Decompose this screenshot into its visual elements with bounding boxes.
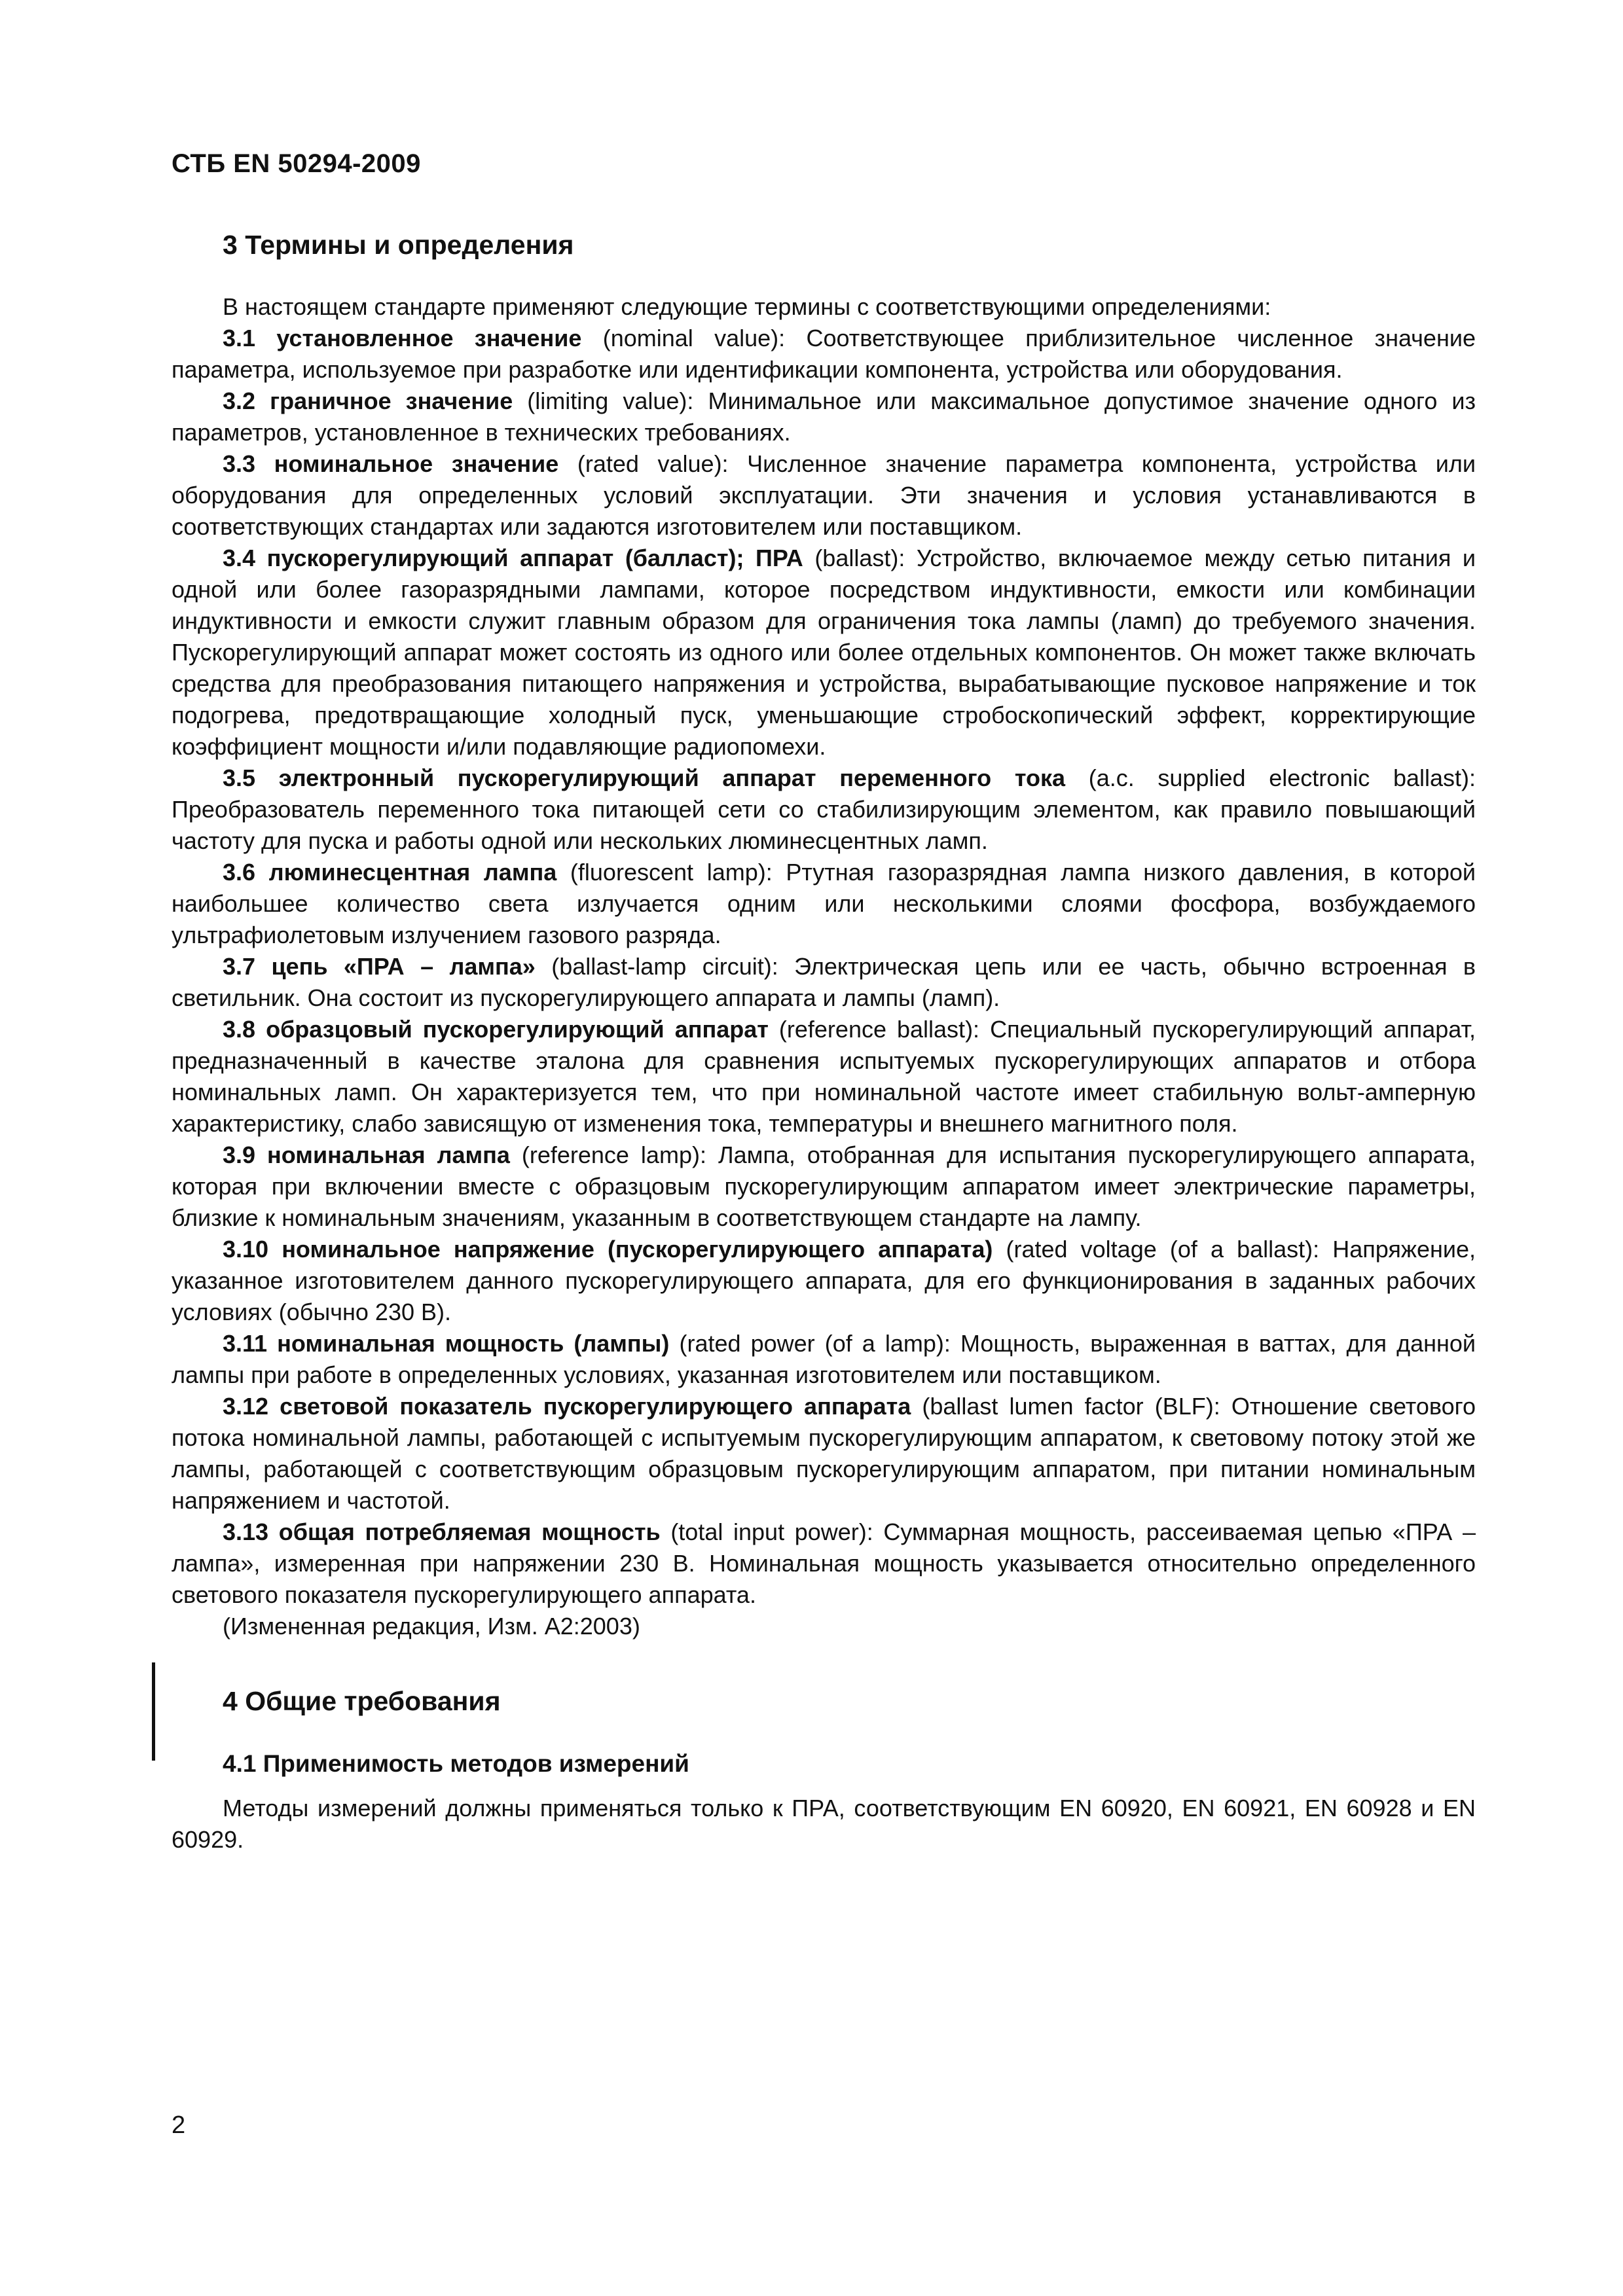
page-content (172, 228, 1476, 1856)
term-number: 3.4 (223, 545, 256, 572)
term-number: 3.8 (223, 1016, 256, 1043)
term-number: 3.7 (223, 953, 256, 980)
subsection-4-1-title: 4.1 Применимость методов измерений (223, 1749, 689, 1777)
term-name: образцовый пускорегулирующий аппарат (266, 1016, 769, 1043)
revision-change-bar (152, 1662, 155, 1761)
term-name: электронный пускорегулирующий аппарат переменного тока (278, 764, 1066, 792)
page-number: 2 (172, 2111, 186, 2139)
amendment-note: (Измененная редакция, Изм. А2:2003) (223, 1613, 640, 1640)
term-3-11 (172, 1328, 1476, 1391)
section-3-intro: В настоящем стандарте применяют следующие термины с соответствующими определениями: (223, 293, 1271, 321)
term-definition: (fluorescent lamp): Ртутная газоразрядная лампа низкого давления, в которой наибольшее количество света излучается одним или несколькими слоями фосфора, возбуждаемого ультрафиолетовым излучением газового разряда. (172, 859, 1476, 949)
term-name: люминесцентная лампа (268, 859, 557, 886)
term-number: 3.6 (223, 859, 256, 886)
term-name: номинальная лампа (267, 1141, 510, 1169)
term-definition: (reference lamp): Лампа, отобранная для испытания пускорегулирующего аппарата, которая при включении вместе с образцовым пускорегулирующим аппаратом имеет электрические параметры, близкие к номинальным значениям, указанным в соответствующем стандарте на лампу. (172, 1141, 1476, 1232)
term-definition: (rated power (of a lamp): Мощность, выраженная в ваттах, для данной лампы при работе в определенных условиях, указанная изготовителем или поставщиком. (172, 1330, 1476, 1389)
term-number: 3.5 (223, 764, 256, 792)
spacer (172, 1642, 1476, 1684)
term-number: 3.3 (223, 450, 256, 478)
term-number: 3.11 (223, 1330, 268, 1357)
subsection-4-1-text: Методы измерений должны применяться только к ПРА, соответствующим EN 60920, EN 60921, EN 60928 и EN 60929. (172, 1794, 1476, 1853)
term-number: 3.2 (223, 387, 256, 415)
term-name: граничное значение (270, 387, 513, 415)
term-definition: (ballast-lamp circuit): Электрическая цепь или ее часть, обычно встроенная в светильник. Она состоит из пускорегулирующего аппарата и лампы (ламп). (172, 953, 1476, 1012)
term-3-12 (172, 1391, 1476, 1516)
term-number: 3.12 (223, 1393, 269, 1420)
term-name: пускорегулирующий аппарат (балласт); ПРА (266, 545, 803, 572)
term-definition: (nominal value): Соответствующее приблизительное численное значение параметра, используемое при разработке или идентификации компонента, устройства или оборудования. (172, 325, 1476, 384)
term-3-3 (172, 448, 1476, 543)
term-name: световой показатель пускорегулирующего аппарата (280, 1393, 911, 1420)
term-name: номинальное напряжение (пускорегулирующего аппарата) (282, 1236, 993, 1263)
term-3-10 (172, 1234, 1476, 1328)
term-definition: (rated voltage (of a ballast): Напряжение, указанное изготовителем данного пускорегулирующего аппарата, для его функционирования в заданных рабочих условиях (обычно 230 В). (172, 1236, 1476, 1326)
term-definition: (ballast lumen factor (BLF): Отношение светового потока номинальной лампы, работающей с испытуемым пускорегулирующим аппаратом, к световому потоку этой же лампы, работающей с соответствующим образцовым пускорегулирующим аппаратом, при питании номинальным напряжением и частотой. (172, 1393, 1476, 1515)
term-3-4 (172, 543, 1476, 762)
term-name: номинальная мощность (лампы) (277, 1330, 670, 1357)
term-definition: (ballast): Устройство, включаемое между сетью питания и одной или более газоразрядными лампами, которое посредством индуктивности, емкости или комбинации индуктивности и емкости служит главным образом для ограничения тока лампы (ламп) до требуемого значения. Пускорегулирующий аппарат может состоять из одного или более отдельных компонентов. Он может также включать средства для преобразования питающего напряжения и устройства, вырабатывающие пусковое напряжение и ток подогрева, предотвращающие холодный пуск, уменьшающие стробоскопический эффект, корректирующие коэффициент мощности и/или подавляющие радиопомехи. (172, 545, 1476, 761)
section-4-title: 4 Общие требования (223, 1686, 501, 1717)
term-3-13 (172, 1516, 1476, 1611)
term-number: 3.13 (223, 1518, 269, 1546)
term-number: 3.9 (223, 1141, 256, 1169)
term-name: цепь «ПРА – лампа» (271, 953, 536, 980)
term-name: общая потребляемая мощность (278, 1518, 661, 1546)
term-definition: (reference ballast): Специальный пускорегулирующий аппарат, предназначенный в качестве эталона для сравнения испытуемых пускорегулирующих аппаратов и отбора номинальных ламп. Он характеризуется тем, что при номинальной частоте имеет стабильную вольт-амперную характеристику, слабо зависящую от изменения тока, температуры и внешнего магнитного поля. (172, 1016, 1476, 1138)
term-name: номинальное значение (274, 450, 559, 478)
term-3-9 (172, 1139, 1476, 1234)
term-3-8 (172, 1014, 1476, 1139)
term-number: 3.10 (223, 1236, 269, 1263)
term-number: 3.1 (223, 325, 256, 352)
term-definition: (limiting value): Минимальное или максимальное допустимое значение одного из параметров, установленное в технических требованиях. (172, 387, 1476, 446)
term-3-1 (172, 323, 1476, 386)
term-name: установленное значение (276, 325, 582, 352)
term-definition: (rated value): Численное значение параметра компонента, устройства или оборудования для определенных условий эксплуатации. Эти значения и условия устанавливаются в соответствующих стандартах или задаются изготовителем или поставщиком. (172, 450, 1476, 541)
term-3-7 (172, 951, 1476, 1014)
standard-code-header: СТБ EN 50294-2009 (172, 149, 421, 178)
term-3-5 (172, 762, 1476, 857)
term-3-6 (172, 857, 1476, 951)
section-3-title: 3 Термины и определения (223, 230, 574, 260)
term-3-2 (172, 386, 1476, 448)
term-definition: (total input power): Суммарная мощность, рассеиваемая цепью «ПРА – лампа», измеренная при напряжении 230 В. Номинальная мощность указывается относительно определенного светового показателя пускорегулирующего аппарата. (172, 1518, 1476, 1609)
term-definition: (a.c. supplied electronic ballast): Преобразователь переменного тока питающей сети со стабилизирующим элементом, как правило повышающий частоту для пуска и работы одной или нескольких люминесцентных ламп. (172, 764, 1476, 855)
